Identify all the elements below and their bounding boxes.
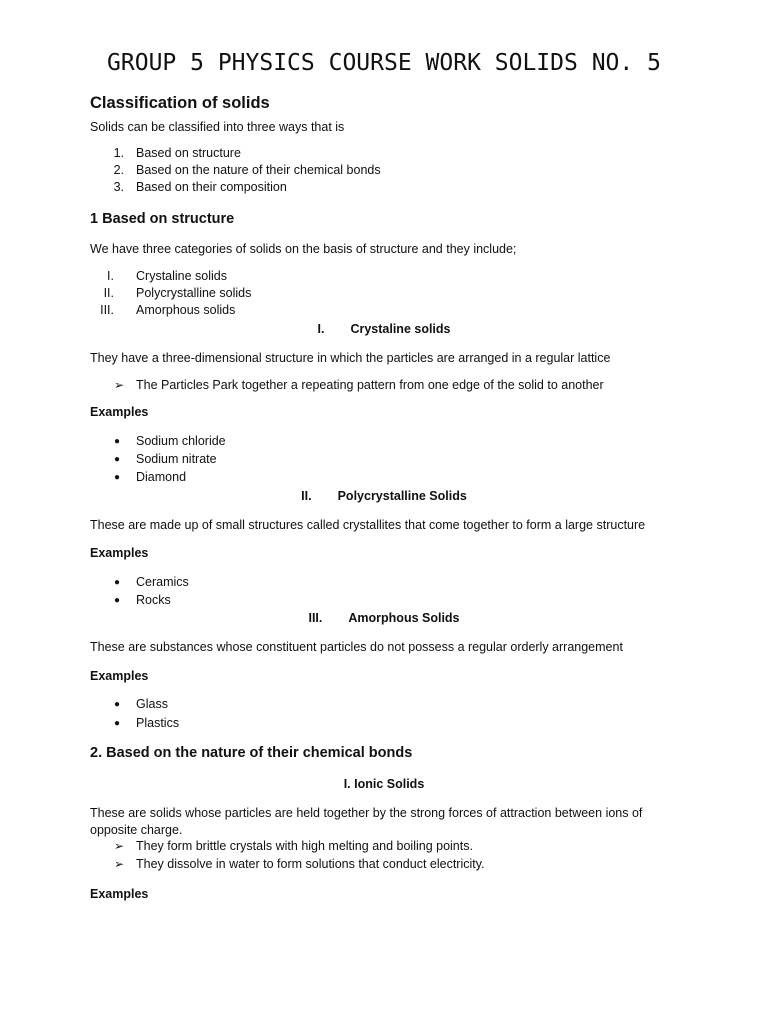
arrow-point: They form brittle crystals with high melting and boiling points.	[136, 839, 473, 853]
ionic-description-line1: These are solids whose particles are held together by the strong forces of attraction between ions of	[90, 806, 643, 820]
example-item: Glass	[136, 697, 168, 711]
bullet-icon: ●	[114, 472, 121, 483]
bullet-icon: ●	[114, 699, 121, 710]
bullet-icon: ●	[114, 718, 121, 729]
bullet-icon: ●	[114, 577, 121, 588]
section-title: Crystaline solids	[350, 322, 451, 336]
bullet-icon: ●	[114, 436, 121, 447]
example-item: Sodium nitrate	[136, 452, 217, 466]
list-item-number: II.	[103, 286, 114, 300]
document-title: GROUP 5 PHYSICS COURSE WORK SOLIDS NO. 5	[107, 50, 661, 76]
examples-label: Examples	[90, 669, 149, 683]
list-item: Based on their composition	[136, 180, 287, 194]
bullet-icon: ●	[114, 595, 121, 606]
ionic-heading: I. Ionic Solids	[343, 777, 425, 791]
list-item: Crystaline solids	[136, 269, 228, 283]
list-item-number: I.	[107, 269, 114, 283]
examples-label: Examples	[90, 546, 149, 560]
list-item: Polycrystalline solids	[136, 286, 252, 300]
arrow-bullet-icon: ➢	[114, 378, 125, 392]
arrow-bullet-icon: ➢	[114, 839, 125, 853]
section-title: Amorphous Solids	[348, 611, 460, 625]
example-item: Diamond	[136, 470, 187, 484]
list-item-number: 2.	[113, 163, 124, 177]
arrow-bullet-icon: ➢	[114, 857, 125, 871]
polycrystalline-description: These are made up of small structures called crystallites that come together to form a large structure	[90, 518, 646, 532]
example-item: Sodium chloride	[136, 434, 226, 448]
structure-intro: We have three categories of solids on the basis of structure and they include;	[90, 242, 517, 256]
section-number: I.	[317, 322, 325, 336]
examples-label: Examples	[90, 887, 149, 901]
list-item: Based on structure	[136, 146, 241, 160]
arrow-point: They dissolve in water to form solutions that conduct electricity.	[136, 857, 485, 871]
classification-intro: Solids can be classified into three ways that is	[90, 120, 345, 134]
bullet-icon: ●	[114, 454, 121, 465]
list-item-number: III.	[100, 303, 114, 317]
crystaline-heading	[0, 322, 768, 336]
list-item: Amorphous solids	[136, 303, 236, 317]
example-item: Ceramics	[136, 575, 189, 589]
ionic-description-line2: opposite charge.	[90, 823, 183, 837]
example-item: Plastics	[136, 716, 180, 730]
example-item: Rocks	[136, 593, 171, 607]
section-title: Polycrystalline Solids	[337, 489, 467, 503]
crystaline-description: They have a three-dimensional structure in which the particles are arranged in a regular lattice	[90, 351, 611, 365]
list-item-number: 1.	[113, 146, 124, 160]
section-number: II.	[301, 489, 312, 503]
amorphous-description: These are substances whose constituent particles do not possess a regular orderly arrangement	[90, 640, 623, 654]
polycrystalline-heading	[0, 489, 768, 503]
structure-heading: 1 Based on structure	[90, 211, 235, 227]
classification-heading: Classification of solids	[90, 94, 270, 112]
arrow-point: The Particles Park together a repeating pattern from one edge of the solid to another	[136, 378, 604, 392]
bonds-heading: 2. Based on the nature of their chemical bonds	[90, 745, 413, 761]
list-item: Based on the nature of their chemical bonds	[136, 163, 381, 177]
amorphous-heading	[0, 611, 768, 625]
section-number: III.	[308, 611, 323, 625]
examples-label: Examples	[90, 405, 149, 419]
list-item-number: 3.	[113, 180, 124, 194]
